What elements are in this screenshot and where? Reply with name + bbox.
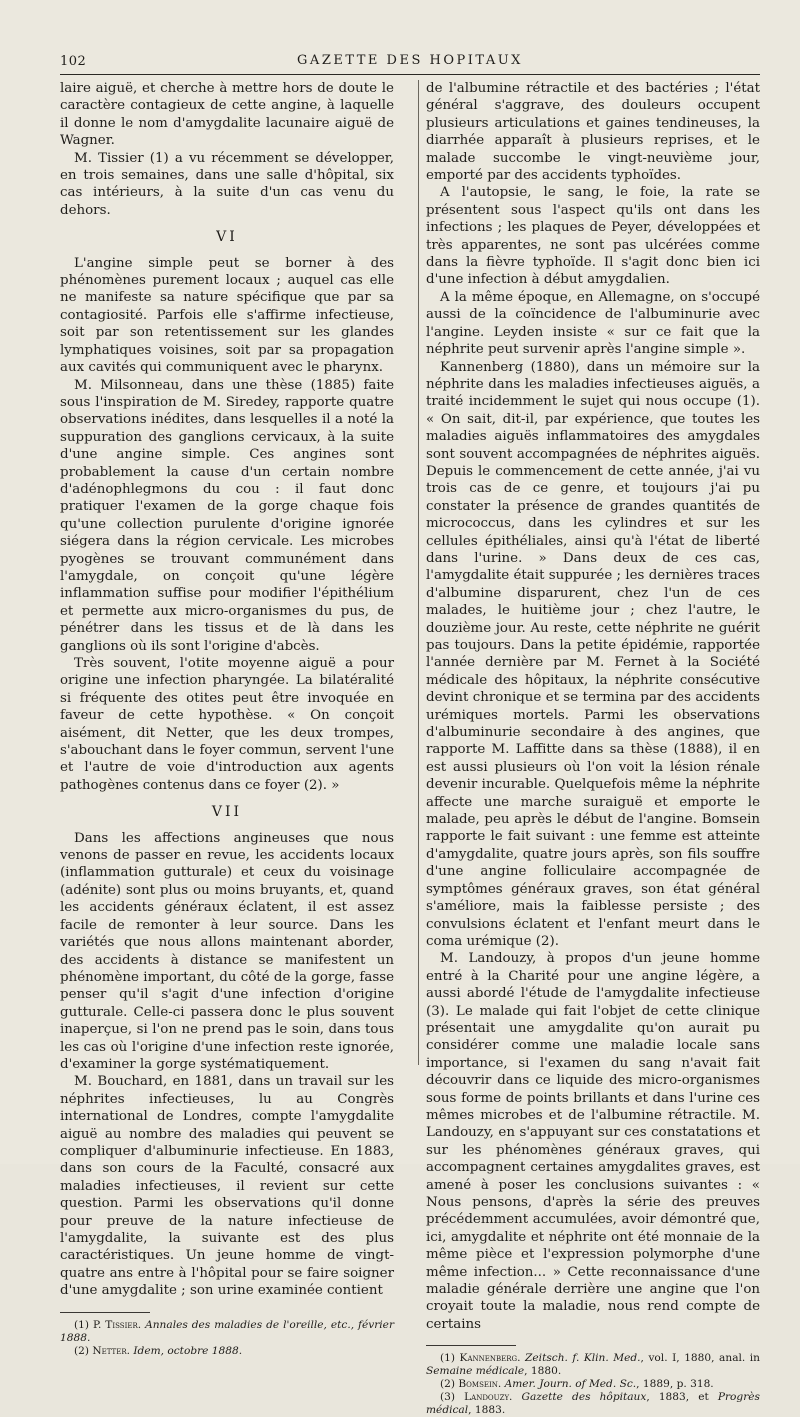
footnote-text: , 1889, p. 318. — [636, 1378, 714, 1391]
paragraph: M. Landouzy, à propos d'un jeune homme entré à la Charité pour une angine légère, a aussi abordé l'étude de l'amygdalite infectieuse (3). Le malade qui fait l'objet de cette clinique présentait une amygdalite qu'on aurait pu considérer comme une maladie locale sans importance, si l'examen du sang n'avait fait découvrir dans ce liquide des micro-organismes sous forme de points brillants et dans l'urine ces mêmes microbes et de l'albumine rétractile. M. Landouzy, en s'appuyant sur ces constatations et sur les phénomènes généraux graves, qui accompagnent certaines amygdalites graves, est amené à poser les conclusions suivantes : « Nous pensons, d'après la série des preuves précédemment accumulées, avoir démontré que, ici, amygdalite et néphrite ont été monnaie de la même pièce et l'expression polymorphe d'une même infection... » Cette reconnaissance d'une maladie générale derrière une angine que l'on croyait toute la maladie, nous rend compte de certains — [426, 951, 760, 1332]
footnote-journal: Gazette des hôpitaux — [521, 1391, 647, 1404]
footnote-text: , 1883, et — [646, 1391, 709, 1404]
footnote-text: , 1880. — [524, 1365, 562, 1378]
section-heading-vi: VI — [216, 229, 238, 246]
footnote-1: (1) Kannenberg. Zeitsch. f. Klin. Med., vol. I, 1880, anal. in Semaine médicale, 1880. — [426, 1352, 761, 1378]
paragraph: A la même époque, en Allemagne, on s'occupé aussi de la coïncidence de l'albuminurie avec l'angine. Leyden insiste « sur ce fait que la néphrite peut survenir après l'angine simple ». — [426, 289, 760, 358]
paragraph: M. Bouchard, en 1881, dans un travail sur les néphrites infectieuses, lu au Congrès international de Londres, compte l'amygdalite aiguë au nombre des maladies qui peuvent se compliquer d'albuminurie infectieuse. En 1883, dans son cours de la Faculté, consacré aux maladies infectieuses, il revient sur cette question. Parmi les observations qu'il donne pour preuve de la nature infectieuse de l'amygdalite, la suivante est des plus caractéristiques. Un jeune homme de vingt-quatre ans entre à l'hôpital pour se faire soigner d'une amygdalite ; son urine examinée contient — [60, 1074, 394, 1299]
footnote-rule — [60, 1312, 150, 1313]
page-number: 102 — [60, 54, 87, 69]
footnote-author: Bomsein. — [458, 1378, 502, 1391]
paragraph: A l'autopsie, le sang, le foie, la rate se présentent sous l'aspect qu'ils ont dans les infections ; les plaques de Peyer, développées et très apparentes, ne sont pas ulcérées comme dans la fièvre typhoïde. Il s'agit donc bien ici d'une infection à début amygdalien. — [426, 185, 760, 288]
footnote-1: (1) P. Tissier. Annales des maladies de l'oreille, etc., février 1888. — [60, 1318, 395, 1344]
footnote-author: Netter. — [92, 1344, 130, 1357]
footnote-source: Annales des maladies de l'oreille, etc., février 1888. — [60, 1318, 395, 1344]
footnote-journal: Zeitsch. f. Klin. Med. — [525, 1352, 641, 1365]
column-divider — [418, 80, 419, 1065]
footnote-journal: Progrès médical — [426, 1391, 760, 1417]
paragraph: M. Milsonneau, dans une thèse (1885) faite sous l'inspiration de M. Siredey, rapporte quatre observations inédites, dans lesquelles il a noté la suppuration des ganglions cervicaux, à la suite d'une angine simple. Ces angines sont probablement la cause d'un certain nombre d'adénophlegmons du cou : il faut donc pratiquer l'examen de la gorge chaque fois qu'une collection purulente d'origine ignorée siégera dans la région cervicale. Les microbes pyogènes se trouvant communément dans l'amygdale, on conçoit qu'une légère inflammation suffise pour modifier l'épithélium et permette aux micro-organismes du pus, de pénétrer dans les tissus et de là dans les ganglions où ils sont l'origine d'abcès. — [60, 377, 394, 654]
header-rule — [60, 74, 760, 75]
paragraph: M. Tissier (1) a vu récemment se développer, en trois semaines, dans une salle d'hôpital, six cas intérieurs, à la suite d'un cas venu du dehors. — [60, 150, 394, 218]
paragraph: de l'albumine rétractile et des bactéries ; l'état général s'aggrave, des douleurs occupent plusieurs articulations et gaines tendineuses, la diarrhée apparaît à plusieurs reprises, et le malade succombe le vingt-neuvième jour, emporté par des accidents typhoïdes. — [426, 81, 760, 184]
footnote-journal: Semaine médicale — [426, 1365, 525, 1378]
left-column — [60, 80, 395, 1357]
paragraph: laire aiguë, et cherche à mettre hors de doute le caractère contagieux de cette angine, à laquelle il donne le nom d'amygdalite lacunaire aiguë de Wagner. — [60, 81, 394, 149]
footnote-2: (2) Bomsein. Amer. Journ. of Med. Sc., 1889, p. 318. — [440, 1378, 714, 1391]
footnote-author: P. Tissier. — [92, 1318, 142, 1331]
paragraph: L'angine simple peut se borner à des phénomènes purement locaux ; auquel cas elle ne manifeste sa nature spécifique que par sa contagiosité. Parfois elle s'affirme infectieuse, soit par son retentissement sur les glandes lymphatiques voisines, soit par sa propagation aux cavités qui communiquent avec le pharynx. — [60, 255, 394, 376]
footnote-text: , 1883. — [468, 1404, 506, 1417]
footnote-text: , vol. I, 1880, anal. in — [640, 1352, 761, 1365]
footnote-rule — [426, 1345, 516, 1346]
footnote-2: (2) Netter. Idem, octobre 1888. — [74, 1344, 243, 1357]
paragraph: Très souvent, l'otite moyenne aiguë a pour origine une infection pharyngée. La bilatéralité si fréquente des otites peut être invoquée en faveur de cette hypothèse. « On conçoit aisément, dit Netter, que les deux trompes, s'abouchant dans le foyer commun, servent l'une et l'autre de voie d'introduction aux agents pathogènes contenus dans ce foyer (2). » — [60, 656, 394, 793]
page-header — [60, 50, 760, 74]
footnote-author: Landouzy. — [464, 1391, 513, 1404]
footnote-journal: Amer. Journ. of Med. Sc. — [504, 1378, 637, 1391]
footnote-3: (3) Landouzy. Gazette des hôpitaux, 1883, et Progrès médical, 1883. — [426, 1391, 760, 1417]
paragraph: Dans les affections angineuses que nous venons de passer en revue, les accidents locaux (inflammation gutturale) et ceux du voisinage (adénite) sont plus ou moins bruyants, et, quand les accidents généraux éclatent, il est assez facile de remonter à leur source. Dans les variétés que nous allons maintenant aborder, des accidents à distance se manifestent un phénomène important, du côté de la gorge, fasse penser qu'il s'agit d'une infection d'origine gutturale. Celle-ci passera donc le plus souvent inaperçue, si l'on ne prend pas le soin, dans tous les cas où l'origine d'une infection reste ignorée, d'examiner la gorge systématiquement. — [60, 830, 394, 1072]
journal-title: GAZETTE DES HOPITAUX — [297, 53, 523, 68]
section-heading-vii: VII — [211, 804, 243, 821]
footnote-source: Idem, octobre 1888. — [133, 1344, 243, 1357]
footnote-author: Kannenberg. — [459, 1352, 521, 1365]
right-column — [426, 80, 761, 1417]
paragraph: Kannenberg (1880), dans un mémoire sur la néphrite dans les maladies infectieuses aiguës, a traité incidemment le sujet qui nous occupe (1). « On sait, dit-il, par expérience, que toutes les maladies aiguës inflammatoires des amygdales sont souvent accompagnées de néphrites aiguës. Depuis le commencement de cette année, j'ai vu trois cas de ce genre, et toujours j'ai pu constater la présence de grandes quantités de micrococcus, dans les cylindres et sur les cellules épithéliales, ainsi qu'à l'état de liberté dans l'urine. » Dans deux de ces cas, l'amygdalite était suppurée ; les dernières traces d'albumine disparurent, chez l'un de ces malades, le huitième jour ; chez l'autre, le douzième jour. Au reste, cette néphrite ne guérit pas toujours. Dans la petite épidémie, rapportée l'année dernière par M. Fernet à la Société médicale des hôpitaux, la néphrite consécutive devint chronique et se termina par des accidents urémiques mortels. Parmi les observations d'albuminurie secondaire à des angines, que rapporte M. Laffitte dans sa thèse (1888), il en est aussi plusieurs où l'on voit la lésion rénale devenir incurable. Quelquefois même la néphrite affecte une marche suraiguë et emporte le malade, peu après le début de l'angine. Bomsein rapporte le fait suivant : une femme est atteinte d'amygdalite, quatre jours après, son fils souffre d'une angine folliculaire accompagnée de symptômes généraux graves, son état général s'améliore, mais la faiblesse persiste ; des convulsions éclatent et l'enfant meurt dans le coma urémique (2). — [426, 359, 760, 949]
